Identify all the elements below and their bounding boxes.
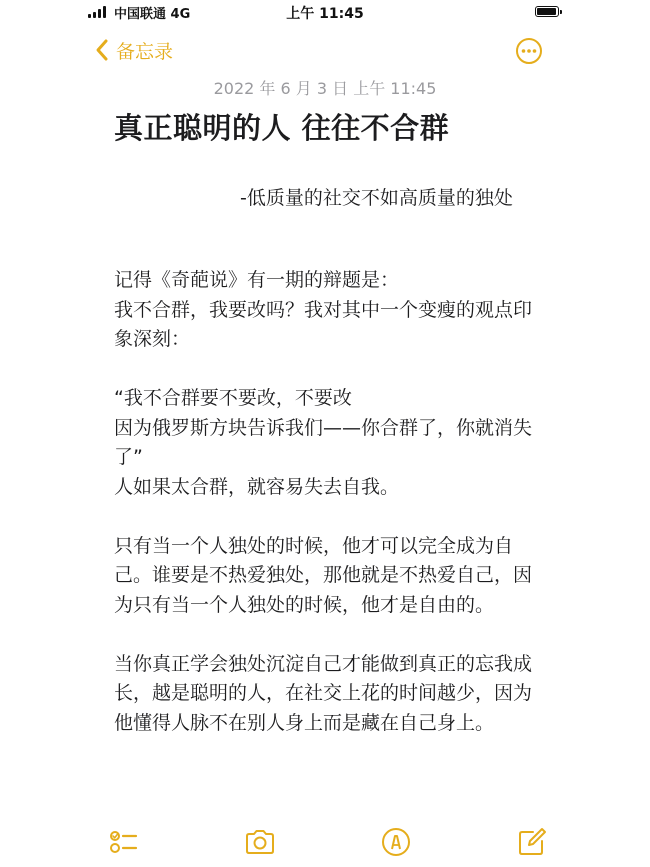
camera-button[interactable] <box>244 826 276 858</box>
carrier-label: 中国联通 4G <box>114 7 191 22</box>
checklist-button[interactable] <box>108 826 140 858</box>
status-time: 上午 11:45 <box>286 6 364 22</box>
paragraph-line: 人如果太合群，就容易失去自我。 <box>114 475 400 498</box>
note-body[interactable] <box>114 266 544 768</box>
checklist-icon <box>108 826 140 858</box>
paragraph-1 <box>114 266 544 355</box>
paragraph-line: “我不合群要不要改，不要改 <box>114 387 352 409</box>
compose-icon <box>516 826 548 858</box>
paragraph-2 <box>114 384 544 502</box>
paragraph-line: 只有当一个人独处的时候，他才可以完全成为自己。谁要是不热爱独处，那他就是不热爱自己，因为只有当一个人独处的时候，他才是自由的。 <box>114 534 533 616</box>
note-timestamp: 2022 年 6 月 3 日 上午 11:45 <box>213 79 437 98</box>
paragraph-line: 当你真正学会独处沉淀自己才能做到真正的忘我成长，越是聪明的人，在社交上花的时间越少，因为他懂得人脉不在别人身上而是藏在自己身上。 <box>114 652 533 734</box>
ellipsis-circle-icon <box>515 37 543 65</box>
markup-pen-icon <box>380 826 412 858</box>
paragraph-4 <box>114 650 544 739</box>
camera-icon <box>244 826 276 858</box>
navigation-bar <box>0 28 650 72</box>
battery-icon <box>535 6 559 17</box>
paragraph-line: 记得《奇葩说》有一期的辩题是： <box>114 269 400 291</box>
back-button-label: 备忘录 <box>116 40 174 63</box>
status-bar <box>0 0 650 26</box>
markup-button[interactable] <box>380 826 412 858</box>
paragraph-line: 我不合群，我要改吗？我对其中一个变瘦的观点印象深刻： <box>114 298 533 350</box>
note-subtitle[interactable]: -低质量的社交不如高质量的独处 <box>240 187 513 209</box>
bottom-toolbar <box>0 820 650 864</box>
paragraph-line: 因为俄罗斯方块告诉我们——你合群了，你就消失了” <box>114 416 533 468</box>
more-options-button[interactable] <box>515 37 543 65</box>
back-button[interactable] <box>94 36 173 64</box>
paragraph-3 <box>114 532 544 621</box>
note-title[interactable]: 真正聪明的人 往往不合群 <box>114 111 450 145</box>
compose-button[interactable] <box>516 826 548 858</box>
chevron-left-icon <box>94 38 110 62</box>
